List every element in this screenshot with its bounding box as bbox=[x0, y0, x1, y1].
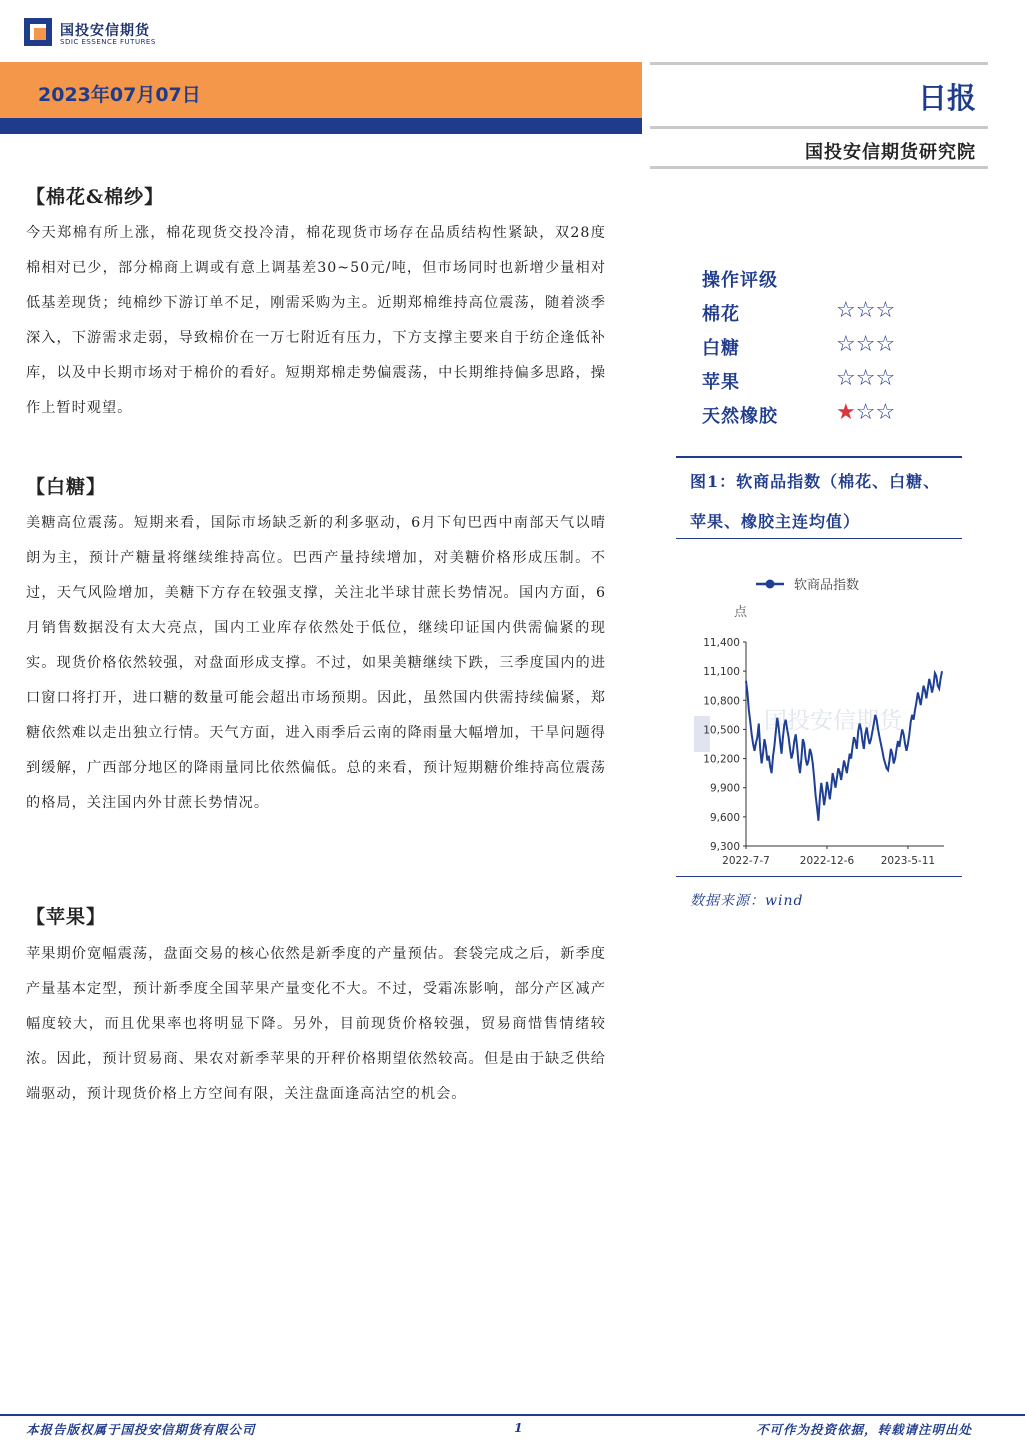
y-tick-label: 11,100 bbox=[703, 666, 740, 679]
star-rating-icon: ☆☆☆ bbox=[836, 332, 896, 357]
figure-bottom-rule bbox=[676, 876, 962, 877]
page-number: 1 bbox=[514, 1420, 524, 1435]
rating-name: 苹果 bbox=[702, 372, 740, 393]
star-empty-icon: ☆ bbox=[855, 400, 876, 425]
legend-marker bbox=[766, 580, 775, 589]
company-logo bbox=[24, 16, 164, 52]
chart-axes bbox=[743, 642, 944, 849]
section-title-sugar: 【白糖】 bbox=[26, 476, 107, 498]
y-tick-label: 10,800 bbox=[703, 695, 740, 708]
figure-caption-rule bbox=[676, 538, 962, 539]
x-tick-label: 2023-5-11 bbox=[880, 855, 936, 867]
chart-legend bbox=[756, 577, 859, 593]
rating-name: 天然橡胶 bbox=[702, 406, 778, 427]
series-line bbox=[746, 671, 942, 821]
chart-tick-labels bbox=[703, 637, 935, 867]
footer-copyright: 本报告版权属于国投安信期货有限公司 bbox=[26, 1422, 256, 1437]
rating-row-sugar bbox=[702, 334, 922, 362]
x-tick-label: 2022-12-6 bbox=[799, 855, 855, 867]
footer-rule bbox=[0, 1414, 1025, 1416]
x-tick-label: 2022-7-7 bbox=[722, 855, 770, 867]
y-tick-label: 10,200 bbox=[703, 753, 740, 766]
y-tick-label: 9,600 bbox=[709, 811, 740, 824]
y-tick-label: 10,500 bbox=[703, 724, 740, 737]
star-rating-icon: ☆☆☆ bbox=[836, 298, 896, 323]
rating-name: 白糖 bbox=[702, 338, 740, 359]
section-body-apple: 苹果期价宽幅震荡，盘面交易的核心依然是新季度的产量预估。套袋完成之后，新季度产量基本定型，预计新季度全国苹果产量变化不大。不过，受霜冻影响，部分产区减产幅度较大，而且优果率也将明显下降。另外，目前现货价格较强，贸易商惜售情绪较浓。因此，预计贸易商、果农对新季苹果的开秤价格期望依然较高。但是由于缺乏供给端驱动，预计现货价格上方空间有限，关注盘面逢高沽空的机会。 bbox=[26, 946, 606, 1102]
star-rating-icon-highlighted bbox=[836, 400, 895, 425]
y-tick-label: 11,400 bbox=[703, 637, 740, 649]
star-filled-icon: ★ bbox=[836, 400, 856, 425]
y-axis-label: 点 bbox=[734, 605, 748, 620]
y-tick-label: 9,900 bbox=[709, 782, 740, 795]
logo-english-name: SDIC ESSENCE FUTURES bbox=[60, 38, 156, 46]
section-title-cotton: 【棉花&棉纱】 bbox=[26, 186, 165, 208]
figure-top-rule bbox=[676, 456, 962, 458]
logo-chinese-name: 国投安信期货 bbox=[60, 23, 150, 39]
report-date: 2023年07月07日 bbox=[38, 84, 201, 106]
watermark-text: 国投安信期货 bbox=[764, 708, 902, 734]
data-source: 数据来源：wind bbox=[690, 893, 804, 909]
star-rating-icon: ☆☆☆ bbox=[836, 366, 896, 391]
rating-row-cotton bbox=[702, 300, 922, 328]
y-tick-label: 9,300 bbox=[709, 841, 740, 853]
report-type-title: 日报 bbox=[917, 81, 976, 115]
soft-commodity-index-chart bbox=[676, 562, 962, 874]
header-blue-band bbox=[0, 118, 642, 134]
legend-label: 软商品指数 bbox=[794, 578, 860, 593]
footer-disclaimer: 不可作为投资依据，转载请注明出处 bbox=[756, 1422, 973, 1437]
logo-mark-icon bbox=[24, 18, 52, 46]
rating-row-apple bbox=[702, 368, 922, 396]
header-divider-bottom bbox=[650, 166, 988, 169]
institute-name: 国投安信期货研究院 bbox=[805, 142, 976, 163]
rating-name: 棉花 bbox=[702, 304, 740, 325]
section-title-apple: 【苹果】 bbox=[26, 906, 107, 928]
star-empty-icon: ☆ bbox=[875, 400, 896, 425]
rating-title: 操作评级 bbox=[702, 270, 778, 291]
figure-caption: 图1：软商品指数（棉花、白糖、苹果、橡胶主连均值） bbox=[690, 472, 941, 531]
header-divider-top bbox=[650, 62, 988, 65]
section-body-cotton: 今天郑棉有所上涨，棉花现货交投冷清，棉花现货市场存在品质结构性紧缺，双28度棉相对已少，部分棉商上调或有意上调基差30~50元/吨，但市场同时也新增少量相对低基差现货；纯棉纱下游订单不足，刚需采购为主。近期郑棉维持高位震荡，随着淡季深入，下游需求走弱，导致棉价在一万七附近有压力，下方支撑主要来自于纺企逢低补库，以及中长期市场对于棉价的看好。短期郑棉走势偏震荡，中长期维持偏多思路，操作上暂时观望。 bbox=[26, 225, 606, 416]
header-divider-middle bbox=[650, 126, 988, 129]
rating-row-rubber bbox=[702, 402, 922, 430]
section-body-sugar: 美糖高位震荡。短期来看，国际市场缺乏新的利多驱动，6月下旬巴西中南部天气以晴朗为主，预计产糖量将继续维持高位。巴西产量持续增加，对美糖价格形成压制。不过，天气风险增加，美糖下方存在较强支撑，关注北半球甘蔗长势情况。国内方面，6月销售数据没有太大亮点，国内工业库存依然处于低位，继续印证国内供需偏紧的现实。现货价格依然较强，对盘面形成支撑。不过，如果美糖继续下跌，三季度国内的进口窗口将打开，进口糖的数量可能会超出市场预期。因此，虽然国内供需持续偏紧，郑糖依然难以走出独立行情。天气方面，进入雨季后云南的降雨量大幅增加，干旱问题得到缓解，广西部分地区的降雨量同比依然偏低。总的来看，预计短期糖价维持高位震荡的格局，关注国内外甘蔗长势情况。 bbox=[26, 515, 606, 811]
